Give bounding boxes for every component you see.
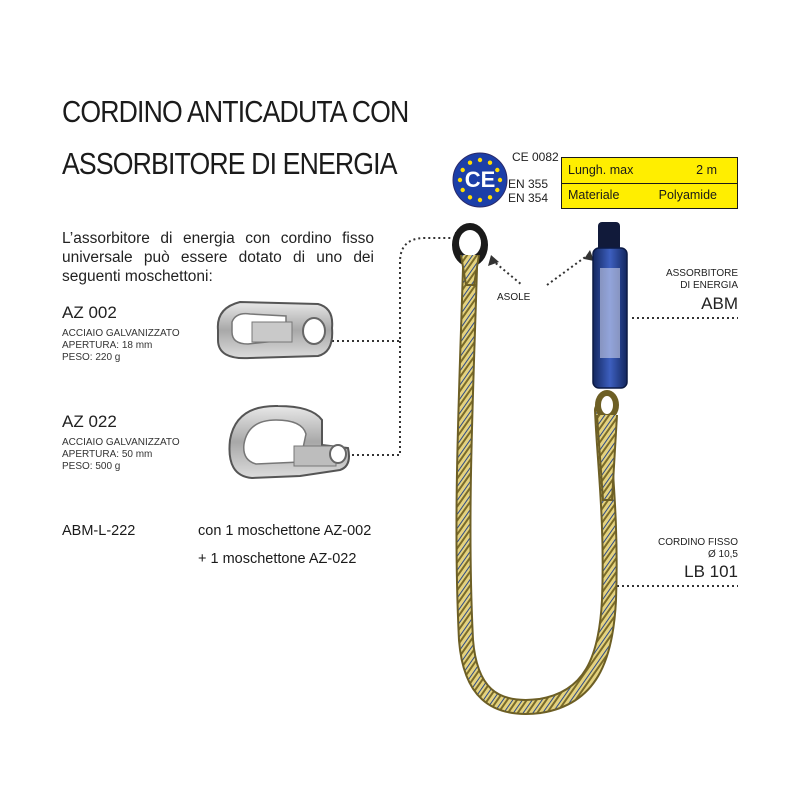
kit-code: ABM-L-222 — [62, 523, 136, 539]
product-az002-model: AZ 002 — [62, 303, 117, 322]
product-az022-opening: APERTURA: 50 mm — [62, 449, 153, 460]
title-line-1: CORDINO ANTICADUTA CON — [62, 94, 409, 129]
rope-code: LB 101 — [684, 562, 738, 581]
rope-lb101 — [463, 268, 609, 707]
ce-mark-text: CE — [464, 167, 496, 192]
product-az002-material: ACCIAIO GALVANIZZATO — [62, 328, 180, 339]
leader-az002 — [332, 238, 455, 341]
product-az022-material: ACCIAIO GALVANIZZATO — [62, 437, 180, 448]
absorber-code: ABM — [701, 294, 738, 313]
asole-label: ASOLE — [497, 292, 531, 303]
snap-hook-az002-icon — [218, 302, 332, 358]
spec-value: 2 m — [696, 163, 717, 177]
norm-en354: EN 354 — [508, 191, 549, 205]
norm-en355: EN 355 — [508, 177, 549, 191]
ce-number: CE 0082 — [512, 150, 559, 164]
spec-key: Lungh. max — [568, 163, 634, 177]
absorber-caption-2: DI ENERGIA — [680, 280, 738, 291]
scaffold-hook-az022-icon — [229, 406, 349, 478]
kit-line-1: con 1 moschettone AZ-002 — [198, 523, 372, 539]
rope-diameter: Ø 10,5 — [707, 549, 738, 560]
spec-key: Materiale — [568, 188, 620, 202]
leader-asole-right — [547, 255, 588, 285]
title-line-2: ASSORBITORE DI ENERGIA — [62, 146, 397, 181]
rope-loop-top — [452, 223, 488, 285]
rope-outline — [463, 268, 609, 707]
leader-lines — [332, 238, 738, 586]
intro-text: L’assorbitore di energia con cordino fisso universale può essere dotato di uno dei seguenti moschettoni: — [62, 230, 374, 285]
product-az022-model: AZ 022 — [62, 412, 117, 431]
spec-value: Polyamide — [658, 188, 717, 202]
leader-asole-left — [492, 260, 522, 285]
kit-line-2: + 1 moschettone AZ-022 — [198, 551, 357, 567]
product-az022-weight: PESO: 500 g — [62, 461, 121, 472]
absorber-caption-1: ASSORBITORE — [665, 268, 738, 279]
rope-caption-line: CORDINO FISSO — [657, 537, 738, 548]
leader-az022 — [352, 340, 400, 455]
product-az002-opening: APERTURA: 18 mm — [62, 340, 153, 351]
product-az002-weight: PESO: 220 g — [62, 352, 121, 363]
